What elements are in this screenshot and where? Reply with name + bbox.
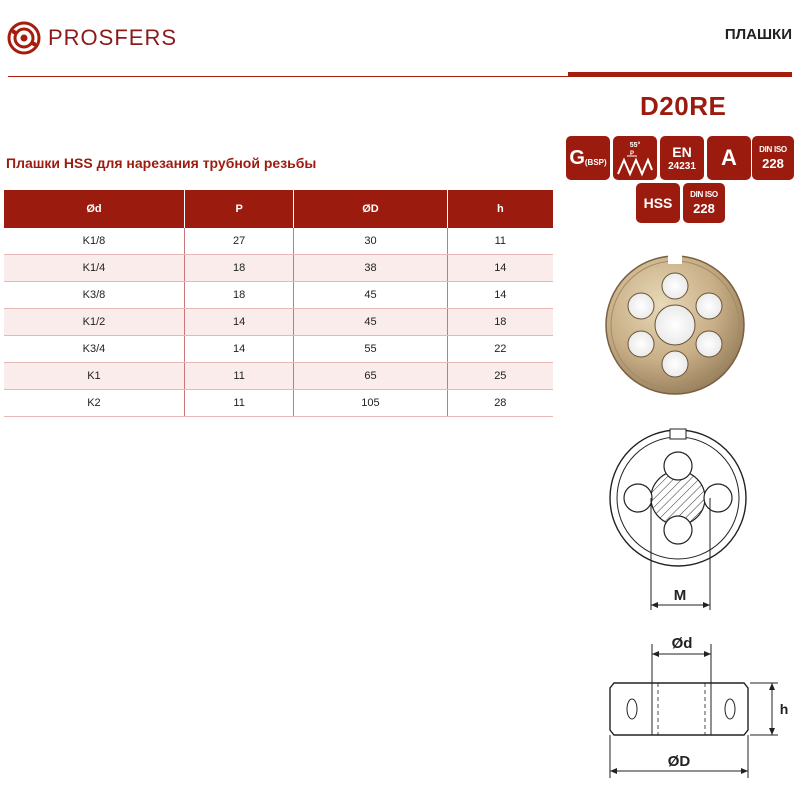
dim-label-od-large: ØD <box>667 753 691 770</box>
table-cell: 28 <box>447 390 553 417</box>
page-category: ПЛАШКИ <box>724 26 792 43</box>
badge-class <box>707 136 751 180</box>
badge-en-bottom: 24231 <box>668 160 696 172</box>
table-cell: 45 <box>294 309 447 336</box>
badge-thread-profile <box>613 136 657 180</box>
badge-en-top: EN <box>672 143 692 160</box>
badge-g-main: G <box>569 147 585 169</box>
table-cell: K1/8 <box>4 228 184 255</box>
badge-material-label: HSS <box>643 195 673 211</box>
table-cell: 105 <box>294 390 447 417</box>
table-cell: 18 <box>184 282 293 309</box>
badge-g-sub: (BSP) <box>584 158 607 167</box>
column-header: ØD <box>294 190 447 228</box>
column-header: P <box>184 190 293 228</box>
table-cell: 11 <box>184 390 293 417</box>
side-view-drawing <box>600 628 800 798</box>
table-cell: 18 <box>184 255 293 282</box>
dim-label-m: M <box>673 587 687 604</box>
column-header: Ød <box>4 190 184 228</box>
table-cell: 27 <box>184 228 293 255</box>
brand-logo[interactable] <box>6 18 206 58</box>
table-cell: 11 <box>184 363 293 390</box>
brand-name: PROSFERS <box>48 25 178 50</box>
product-code: D20RE <box>640 91 727 121</box>
table-cell: 45 <box>294 282 447 309</box>
logo-mark-icon <box>6 20 42 56</box>
thread-angle-label: 55° <box>629 142 641 149</box>
table-cell: K2 <box>4 390 184 417</box>
table-row <box>4 282 553 309</box>
thread-profile-icon <box>615 138 655 178</box>
badge-din2-bottom: 228 <box>693 201 715 216</box>
table-cell: 14 <box>184 309 293 336</box>
column-header: h <box>447 190 553 228</box>
table-row <box>4 336 553 363</box>
badge-en <box>660 136 704 180</box>
table-row <box>4 390 553 417</box>
table-cell: 14 <box>447 255 553 282</box>
badge-material <box>636 183 680 223</box>
table-header-row <box>4 190 553 228</box>
table-cell: 14 <box>447 282 553 309</box>
product-subtitle: Плашки HSS для нарезания трубной резьбы <box>6 155 317 171</box>
table-row <box>4 228 553 255</box>
table-cell: 25 <box>447 363 553 390</box>
die-slot <box>668 255 682 264</box>
table-cell: K1/2 <box>4 309 184 336</box>
table-cell: 22 <box>447 336 553 363</box>
table-row <box>4 363 553 390</box>
table-cell: K1/4 <box>4 255 184 282</box>
badge-din-1 <box>752 136 794 180</box>
table-cell: 38 <box>294 255 447 282</box>
product-photo <box>600 250 750 400</box>
badge-din1-bottom: 228 <box>762 156 784 171</box>
front-view-drawing <box>600 425 800 625</box>
table-cell: 65 <box>294 363 447 390</box>
table-cell: K3/8 <box>4 282 184 309</box>
specs-table <box>4 190 553 417</box>
table-cell: K3/4 <box>4 336 184 363</box>
dim-label-od-small: Ød <box>671 635 693 652</box>
header-divider-accent <box>568 72 792 77</box>
badge-din2-top: DIN ISO <box>690 190 718 199</box>
dim-label-h: h <box>779 701 789 717</box>
table-cell: 30 <box>294 228 447 255</box>
table-cell: 11 <box>447 228 553 255</box>
thread-p-label: P <box>629 151 635 157</box>
table-cell: 14 <box>184 336 293 363</box>
table-cell: 55 <box>294 336 447 363</box>
badge-din-2 <box>683 183 725 223</box>
table-cell: 18 <box>447 309 553 336</box>
badge-class-label: A <box>721 145 737 170</box>
table-row <box>4 309 553 336</box>
table-cell: K1 <box>4 363 184 390</box>
table-row <box>4 255 553 282</box>
badge-thread-g <box>566 136 610 180</box>
badge-din1-top: DIN ISO <box>759 145 787 154</box>
